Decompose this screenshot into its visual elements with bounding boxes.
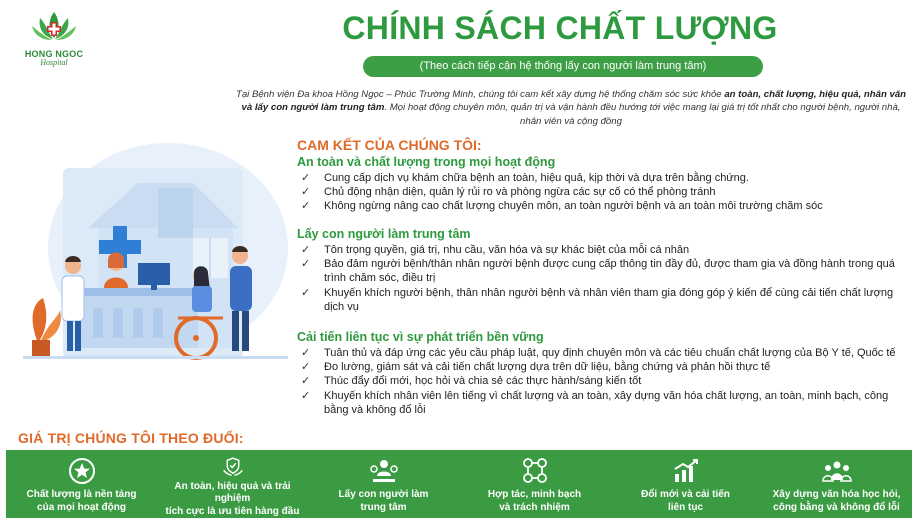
commitment-list [297, 171, 897, 214]
value-label: Hợp tác, minh bạch và trách nhiệm [487, 489, 582, 513]
value-label: An toàn, hiệu quả và trải nghiệm tích cực là ưu tiên hàng đầu [165, 480, 300, 517]
intro-emphasis: an toàn, chất lượng, hiệu quả, nhân văn và lấy con người làm trung tâm [241, 89, 907, 114]
list-item [297, 257, 897, 285]
value-item [459, 450, 610, 518]
value-item [157, 450, 308, 518]
lotus-logo-icon [30, 8, 78, 48]
section-continuous-improvement [297, 330, 897, 417]
value-label: Lấy con người làm trung tâm [338, 489, 429, 513]
value-label: Chất lượng là nền tảng của mọi hoạt động [26, 489, 137, 513]
list-item [297, 171, 897, 185]
hospital-logo [14, 8, 94, 74]
list-item-text: Cung cấp dịch vụ khám chữa bệnh an toàn, hiệu quả, kịp thời và dựa trên bằng chứng. [324, 172, 749, 184]
list-item [297, 185, 897, 199]
commitments-heading: CAM KẾT CỦA CHÚNG TÔI: [297, 137, 482, 153]
value-item [6, 450, 157, 518]
section-people-centered [297, 227, 897, 314]
team-culture-icon [822, 456, 852, 486]
list-item-text: Đo lường, giám sát và cải tiến chất lượng dựa trên dữ liệu, bằng chứng và phản hồi thực tế [324, 361, 771, 374]
logo-subtitle: Hospital [40, 58, 68, 67]
checkmark-icon: ✓ [301, 375, 311, 388]
checkmark-icon: ✓ [301, 286, 311, 299]
section-heading: Lấy con người làm trung tâm [297, 227, 471, 241]
shield-hands-icon [218, 456, 248, 478]
value-label: Đổi mới và cải tiến liên tục [641, 489, 730, 513]
checkmark-icon: ✓ [301, 347, 311, 359]
value-item [610, 450, 761, 518]
list-item-text: Thúc đẩy đổi mới, học hỏi và chia sẻ các thực hành/sáng kiến tốt [324, 375, 642, 388]
value-item [761, 450, 912, 518]
star-badge-icon [67, 456, 97, 486]
list-item [297, 360, 897, 374]
list-item-text: Chủ động nhận diện, quản lý rủi ro và phòng ngừa các sự cố có thể phòng tránh [324, 186, 716, 199]
list-item-text: Tôn trọng quyền, giá trị, nhu cầu, văn hóa và sự khác biệt của mỗi cá nhân [324, 244, 690, 256]
list-item [297, 389, 897, 417]
value-item [308, 450, 459, 518]
checkmark-icon: ✓ [301, 200, 311, 213]
intro-paragraph [230, 88, 912, 128]
list-item [297, 374, 897, 388]
list-item-text: Khuyến khích nhân viên lên tiếng vì chất lượng và an toàn, xây dựng văn hóa chất lượng, an toàn, minh bạch, công bằng và không đổ lỗi [324, 389, 889, 416]
list-item [297, 346, 897, 360]
list-item [297, 243, 897, 257]
intro-text-1: Tại Bệnh viện Đa khoa Hồng Ngọc – Phúc Trường Minh, chúng tôi cam kết xây dựng hệ thống chăm sóc sức khỏe [235, 89, 725, 100]
list-item [297, 199, 897, 213]
page-subtitle: (Theo cách tiếp cận hệ thống lấy con người làm trung tâm) [363, 56, 763, 77]
commitment-list [297, 346, 897, 417]
collaboration-icon [520, 456, 550, 486]
commitment-list [297, 243, 897, 314]
checkmark-icon: ✓ [301, 172, 311, 184]
list-item-text: Bảo đảm người bệnh/thân nhân người bệnh được cung cấp thông tin đầy đủ, được tham gia và đồng hành trong quá trình chăm sóc, điều trị [324, 258, 895, 285]
checkmark-icon: ✓ [301, 244, 311, 256]
checkmark-icon: ✓ [301, 361, 311, 374]
section-heading: An toàn và chất lượng trong mọi hoạt động [297, 155, 556, 169]
intro-text-2: . Mọi hoạt động chuyên môn, quản trị và vận hành đều hướng tới việc mang lại giá trị tốt nhất cho người bệnh, người nhà, nhân viên và cộng đồng [384, 102, 901, 127]
section-heading: Cải tiến liên tục vì sự phát triển bền vững [297, 330, 544, 344]
list-item-text: Không ngừng nâng cao chất lượng chuyên môn, an toàn người bệnh và an toàn môi trường chăm sóc [324, 200, 823, 213]
hospital-reception-illustration [18, 128, 293, 378]
list-item-text: Khuyến khích người bệnh, thân nhân người bệnh và nhân viên tham gia đóng góp ý kiến để cùng cải tiến chất lượng dịch vụ [324, 286, 894, 313]
checkmark-icon: ✓ [301, 186, 311, 199]
value-label: Xây dựng văn hóa học hỏi, công bằng và không đổ lỗi [772, 489, 901, 513]
list-item [297, 286, 897, 314]
checkmark-icon: ✓ [301, 258, 311, 271]
values-heading: GIÁ TRỊ CHÚNG TÔI THEO ĐUỔI: [18, 430, 244, 446]
values-bar [6, 450, 912, 518]
checkmark-icon: ✓ [301, 389, 311, 402]
innovation-chart-icon [671, 456, 701, 486]
person-center-icon [369, 456, 399, 486]
page-title: CHÍNH SÁCH CHẤT LƯỢNG [342, 10, 778, 46]
logo-name: HONG NGOC [24, 49, 84, 59]
list-item-text: Tuân thủ và đáp ứng các yêu cầu pháp luật, quy định chuyên môn và các tiêu chuẩn chất lượng của Bộ Y tế, Quốc tế [324, 347, 896, 359]
section-safety-quality [297, 155, 897, 214]
